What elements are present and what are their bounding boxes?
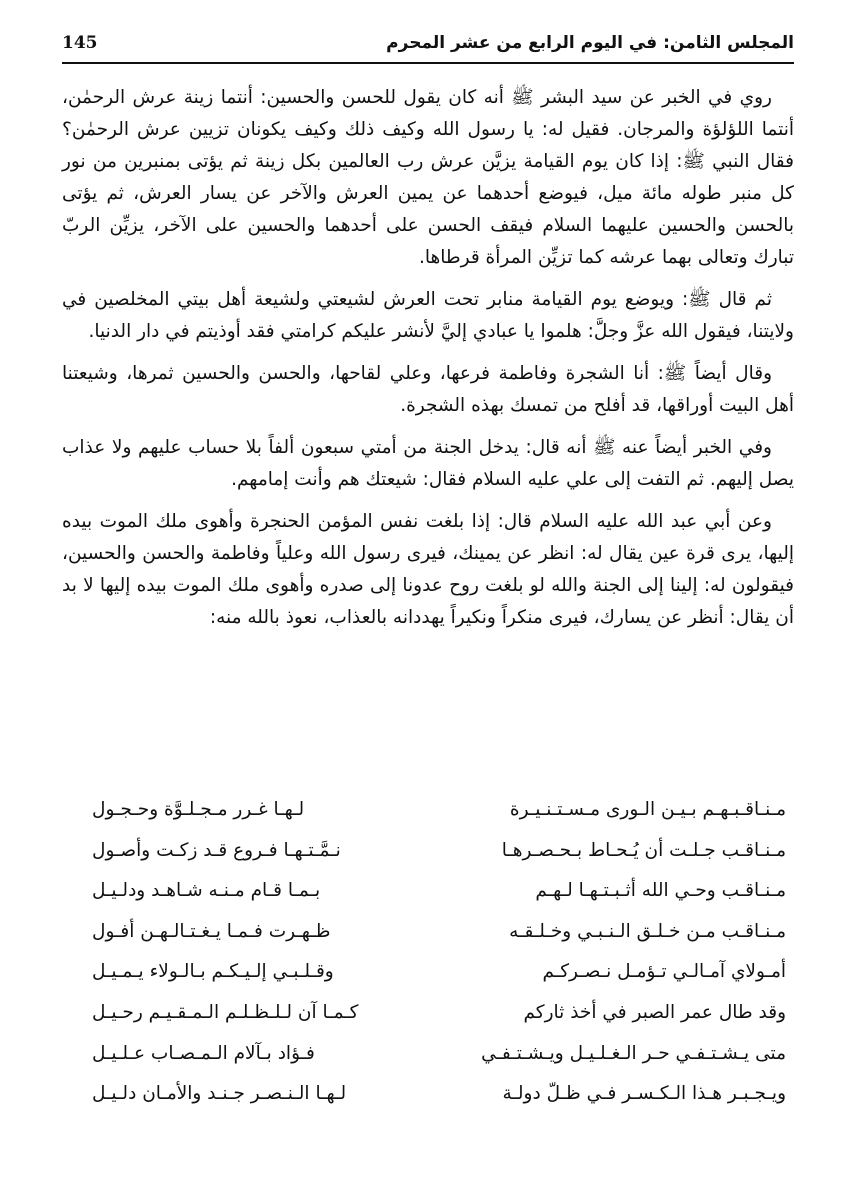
poem-verse xyxy=(62,1074,794,1115)
paragraph: ثم قال ﷺ: ويوضع يوم القيامة منابر تحت العرش لشيعتي ولشيعة أهل بيتي المخلصين في ولايتنا، فيقول الله عزَّ وجلَّ: هلموا يا عبادي إليَّ لأنشر عليكم كرامتي فقد أوذيتم في دار الدنيا. xyxy=(62,289,794,342)
main-text xyxy=(62,82,794,634)
verse-first-hemistich: ويـجـبـر هـذا الـكـسـر فـي ظـلّ دولـة xyxy=(502,1083,786,1105)
verse-first-hemistich: متى يـشـتـفـي حـر الـغـلـيـل ويـشـتـفـي xyxy=(481,1042,786,1064)
verse-second-hemistich: ظـهـرت فـمـا يـغـتـالـهـن أفـول xyxy=(92,920,331,942)
verse-first-hemistich: وقد طال عمر الصبر في أخذ ثاركم xyxy=(523,1001,786,1023)
verse-first-hemistich: مـنـاقـبـهـم بـيـن الـورى مـسـتـنـيـرة xyxy=(509,799,786,820)
verse-first-hemistich: مـنـاقـب وحـي الله أثـبـتـهـا لـهـم xyxy=(535,880,786,902)
verse-second-hemistich: كـمـا آن لـلـظـلـم الـمـقـيـم رحـيـل xyxy=(92,1001,359,1023)
verse-first-hemistich: مـنـاقـب مـن خـلـق الـنـبـي وخـلـقـه xyxy=(509,920,786,942)
poem xyxy=(62,790,794,1115)
verse-second-hemistich: فـؤاد بـآلام الـمـصـاب عـلـيـل xyxy=(92,1042,315,1064)
verse-second-hemistich: لـهـا الـنـصـر جـنـد والأمـان دلـيـل xyxy=(92,1083,347,1105)
paragraph: روي في الخبر عن سيد البشر ﷺ أنه كان يقول للحسن والحسين: أنتما زينة عرش الرحمٰن، أنتما اللؤلؤة والمرجان. فقيل له: يا رسول الله وكيف ذلك وكيف يكونان تزيين عرش الرحمٰن؟ فقال النبي ﷺ: إذا كان يوم القيامة يزيَّن عرش رب العالمين بكل زينة ثم يؤتى بمنبرين من نور كل منبر طوله مائة ميل، فيوضع أحدهما عن يمين العرش والآخر عن يسار العرش، ثم يؤتى بالحسن والحسين عليهما السلام فيقف الحسن على أحدهما والحسين على الآخر، يزيِّن الربّ تبارك وتعالى بهما عرشه كما تزيِّن المرأة قرطاها. xyxy=(62,87,794,268)
poem-verse xyxy=(62,952,794,993)
header-divider xyxy=(62,62,794,64)
verse-first-hemistich: مـنـاقـب جـلـت أن يُـحـاط بـحـصـرهـا xyxy=(501,839,786,861)
verse-second-hemistich: بـمـا قـام مـنـه شـاهـد ودلـيـل xyxy=(92,880,321,902)
verse-second-hemistich: لـهـا غـرر مـجـلـوَّة وحـجـول xyxy=(92,799,305,820)
poem-verse xyxy=(62,871,794,912)
verse-second-hemistich: نـمَّـتـهـا فـروع قـد زكـت وأصـول xyxy=(92,839,341,861)
running-header xyxy=(62,30,794,62)
poem-verse xyxy=(62,790,794,831)
poem-verse xyxy=(62,993,794,1034)
verse-first-hemistich: أمـولاي آمـالـي تـؤمـل نـصـركـم xyxy=(542,961,786,983)
chapter-title: المجلس الثامن: في اليوم الرابع من عشر المحرم xyxy=(386,33,794,53)
paragraph: وفي الخبر أيضاً عنه ﷺ أنه قال: يدخل الجنة من أمتي سبعون ألفاً بلا حساب عليهم ولا عذاب يصل إليهم. ثم التفت إلى علي عليه السلام فقال: شيعتك هم وأنت إمامهم. xyxy=(62,437,794,490)
poem-verse xyxy=(62,912,794,953)
poem-verse xyxy=(62,831,794,872)
paragraph: وعن أبي عبد الله عليه السلام قال: إذا بلغت نفس المؤمن الحنجرة وأهوى ملك الموت بيده إليها، يرى قرة عين يقال له: انظر عن يمينك، فيرى رسول الله وعلياً وفاطمة والحسن والحسين، فيقولون له: إلينا إلى الجنة والله لو بلغت روح عدونا إلى صدره وأهوى ملك الموت بيده إليها لا بد أن يقال: أنظر عن يسارك، فيرى منكراً ونكيراً يهددانه بالعذاب، نعوذ بالله منه: xyxy=(62,511,794,628)
paragraph: وقال أيضاً ﷺ: أنا الشجرة وفاطمة فرعها، وعلي لقاحها، والحسن والحسين ثمرها، وشيعتنا أهل البيت أوراقها، قد أفلح من تمسك بهذه الشجرة. xyxy=(62,363,794,416)
poem-verse xyxy=(62,1034,794,1075)
page-number: 145 xyxy=(62,33,98,53)
verse-second-hemistich: وقـلـبـي إلـيـكـم بـالـولاء يـمـيـل xyxy=(92,961,334,983)
